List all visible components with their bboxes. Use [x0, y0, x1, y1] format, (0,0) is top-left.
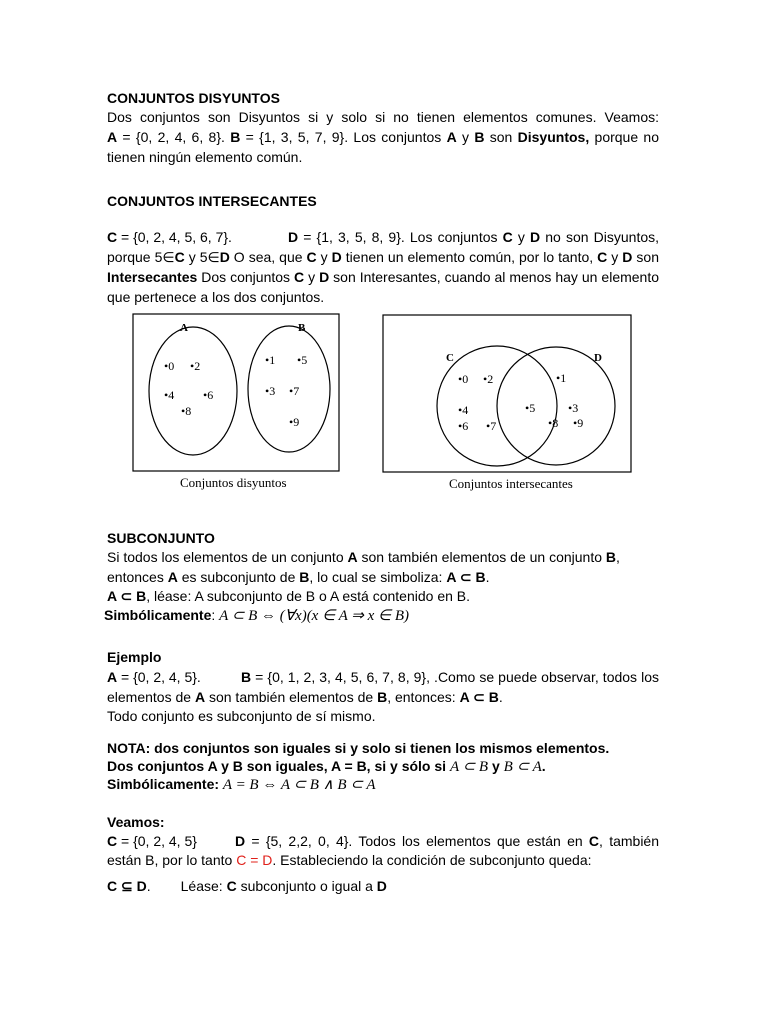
diagram-frame — [383, 315, 631, 472]
symbolic-definition: Simbólicamente: A ⊂ B ⇔ (∀x)(x ∈ A ⇒ x ∈ B) — [104, 607, 409, 624]
note-line: Simbólicamente: A = B ⇔ A ⊂ B ∧ B ⊂ A — [107, 776, 376, 793]
note-line: Dos conjuntos A y B son iguales, A = B, si y sólo si A ⊂ B y B ⊂ A. — [107, 758, 546, 775]
paragraph-line: C ⊆ D. Léase: C subconjunto o igual a D — [107, 878, 387, 894]
element: •9 — [289, 415, 300, 429]
paragraph-line: entonces A es subconjunto de B, lo cual se simboliza: A ⊂ B. — [107, 569, 490, 585]
paragraph-line: Dos conjuntos son Disyuntos si y solo si no tienen elementos comunes. Veamos: — [107, 109, 659, 125]
set-d-circle — [497, 347, 615, 465]
element: •2 — [483, 372, 494, 386]
set-c-label: C — [446, 352, 454, 364]
paragraph-line: que pertenece a los dos conjuntos. — [107, 289, 325, 305]
note-line: NOTA: dos conjuntos son iguales si y solo si tienen los mismos elementos. — [107, 740, 610, 756]
paragraph-line: A ⊂ B, léase: A subconjunto de B o A está contenido en B. — [107, 588, 471, 604]
element: •4 — [458, 403, 469, 417]
diagram-intersecting — [383, 315, 631, 472]
heading-veamos: Veamos: — [107, 814, 165, 830]
paragraph-line: A = {0, 2, 4, 5}. B = {0, 1, 2, 3, 4, 5, 6, 7, 8, 9}, .Como se puede observar, todos los — [107, 669, 659, 685]
element: •7 — [289, 384, 300, 398]
heading-example: Ejemplo — [107, 649, 162, 665]
paragraph-line: C = {0, 2, 4, 5} D = {5, 2,2, 0, 4}. Todos los elementos que están en C, también — [107, 833, 660, 849]
element: •1 — [556, 371, 567, 385]
formula: A = B ⇔ A ⊂ B ∧ B ⊂ A — [222, 777, 376, 793]
set-a-label: A — [180, 322, 188, 334]
paragraph-line: Intersecantes Dos conjuntos C y D son Interesantes, cuando al menos hay un elemento — [107, 269, 660, 285]
set-d-label: D — [594, 352, 602, 364]
caption-disjoint: Conjuntos disyuntos — [180, 475, 287, 490]
heading-subset: SUBCONJUNTO — [107, 530, 215, 546]
heading-disjoint-sets: CONJUNTOS DISYUNTOS — [107, 90, 280, 106]
heading-intersecting-sets: CONJUNTOS INTERSECANTES — [107, 193, 317, 209]
element: •5 — [297, 353, 308, 367]
element: •8 — [548, 416, 559, 430]
paragraph-line: C = {0, 2, 4, 5, 6, 7}. D = {1, 3, 5, 8, 9}. Los conjuntos C y D no son Disyuntos, — [107, 229, 660, 245]
element: •7 — [486, 419, 497, 433]
element: •8 — [181, 404, 192, 418]
paragraph-line: A = {0, 2, 4, 6, 8}. B = {1, 3, 5, 7, 9}. Los conjuntos A y B son Disyuntos, porque no — [107, 129, 660, 145]
equality-highlight: C = D — [236, 852, 273, 868]
paragraph-line: elementos de A son también elementos de B, entonces: A ⊂ B. — [107, 689, 503, 705]
element: •3 — [568, 401, 579, 415]
paragraph-line: porque 5∈C y 5∈D O sea, que C y D tienen un elemento común, por lo tanto, C y D son — [107, 249, 659, 265]
element: •0 — [164, 359, 175, 373]
element: •2 — [190, 359, 201, 373]
formula: A ⊂ B ⇔ (∀x)(x ∈ A ⇒ x ∈ B) — [219, 608, 409, 624]
paragraph-line: Si todos los elementos de un conjunto A son también elementos de un conjunto B, — [107, 549, 620, 565]
element: •0 — [458, 372, 469, 386]
element: •3 — [265, 384, 276, 398]
element: •6 — [203, 388, 214, 402]
diagram-disjoint — [133, 314, 339, 471]
paragraph-line: están B, por lo tanto C = D. Estableciendo la condición de subconjunto queda: — [107, 852, 592, 868]
element: •6 — [458, 419, 469, 433]
element: •9 — [573, 416, 584, 430]
set-b-label: B — [298, 322, 306, 334]
element: •5 — [525, 401, 536, 415]
caption-intersecting: Conjuntos intersecantes — [449, 476, 573, 491]
paragraph-line: Todo conjunto es subconjunto de sí mismo. — [107, 708, 376, 724]
element: •1 — [265, 353, 276, 367]
paragraph-line: tienen ningún elemento común. — [107, 149, 303, 165]
element: •4 — [164, 388, 175, 402]
set-a-ellipse — [149, 327, 237, 455]
